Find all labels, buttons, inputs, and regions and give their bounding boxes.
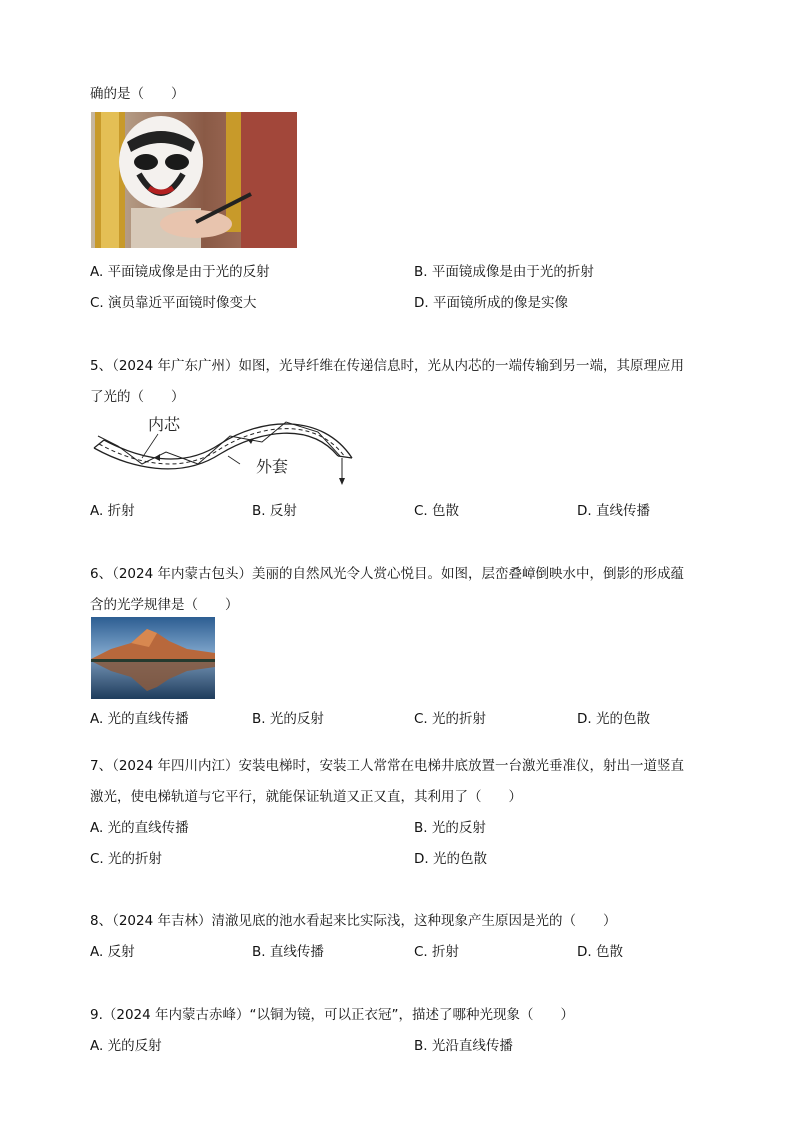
q7-option-d: D. 光的色散: [414, 851, 487, 867]
q5-stem-line1: 5、（2024 年广东广州）如图，光导纤维在传递信息时，光从内芯的一端传输到另一端，其原理应用: [90, 358, 684, 374]
q6-option-b: B. 光的反射: [252, 711, 324, 727]
q7-stem-line2: 激光，使电梯轨道与它平行，就能保证轨道又正又直，其利用了（ ）: [90, 789, 522, 805]
q9-stem: 9.（2024 年内蒙古赤峰）“以铜为镜，可以正衣冠”，描述了哪种光现象（ ）: [90, 1007, 575, 1023]
q4-option-a: A. 平面镜成像是由于光的反射: [90, 264, 270, 280]
q5-option-c: C. 色散: [414, 503, 460, 519]
q7-option-c: C. 光的折射: [90, 851, 163, 867]
q6-stem-line1: 6、（2024 年内蒙古包头）美丽的自然风光令人赏心悦目。如图，层峦叠嶂倒映水中，倒影的形成蕴: [90, 566, 684, 582]
q8-option-c: C. 折射: [414, 944, 460, 960]
fiber-cladding-label: 外套: [256, 457, 289, 476]
q4-option-b: B. 平面镜成像是由于光的折射: [414, 264, 594, 280]
q9-option-a: A. 光的反射: [90, 1038, 162, 1054]
q5-option-a: A. 折射: [90, 503, 135, 519]
mountain-reflection-photo: [91, 617, 215, 699]
q6-option-d: D. 光的色散: [577, 711, 650, 727]
q8-option-b: B. 直线传播: [252, 944, 324, 960]
fiber-core-label: 内芯: [148, 415, 181, 434]
opera-mirror-photo: [91, 112, 297, 248]
q8-stem: 8、（2024 年吉林）清澈见底的池水看起来比实际浅，这种现象产生原因是光的（ ）: [90, 913, 617, 929]
q5-option-b: B. 反射: [252, 503, 297, 519]
q8-option-d: D. 色散: [577, 944, 623, 960]
q4-stem-tail: 确的是（ ）: [90, 86, 185, 102]
q7-option-b: B. 光的反射: [414, 820, 486, 836]
q7-stem-line1: 7、（2024 年四川内江）安装电梯时，安装工人常常在电梯井底放置一台激光垂准仪，射出一道竖直: [90, 758, 684, 774]
q6-stem-line2: 含的光学规律是（ ）: [90, 597, 239, 613]
q4-option-d: D. 平面镜所成的像是实像: [414, 295, 568, 311]
q5-option-d: D. 直线传播: [577, 503, 650, 519]
optical-fiber-diagram: [90, 412, 356, 492]
q6-option-c: C. 光的折射: [414, 711, 487, 727]
q8-option-a: A. 反射: [90, 944, 135, 960]
q7-option-a: A. 光的直线传播: [90, 820, 189, 836]
q4-option-c: C. 演员靠近平面镜时像变大: [90, 295, 257, 311]
q9-option-b: B. 光沿直线传播: [414, 1038, 513, 1054]
q6-option-a: A. 光的直线传播: [90, 711, 189, 727]
q5-stem-line2: 了光的（ ）: [90, 389, 185, 405]
